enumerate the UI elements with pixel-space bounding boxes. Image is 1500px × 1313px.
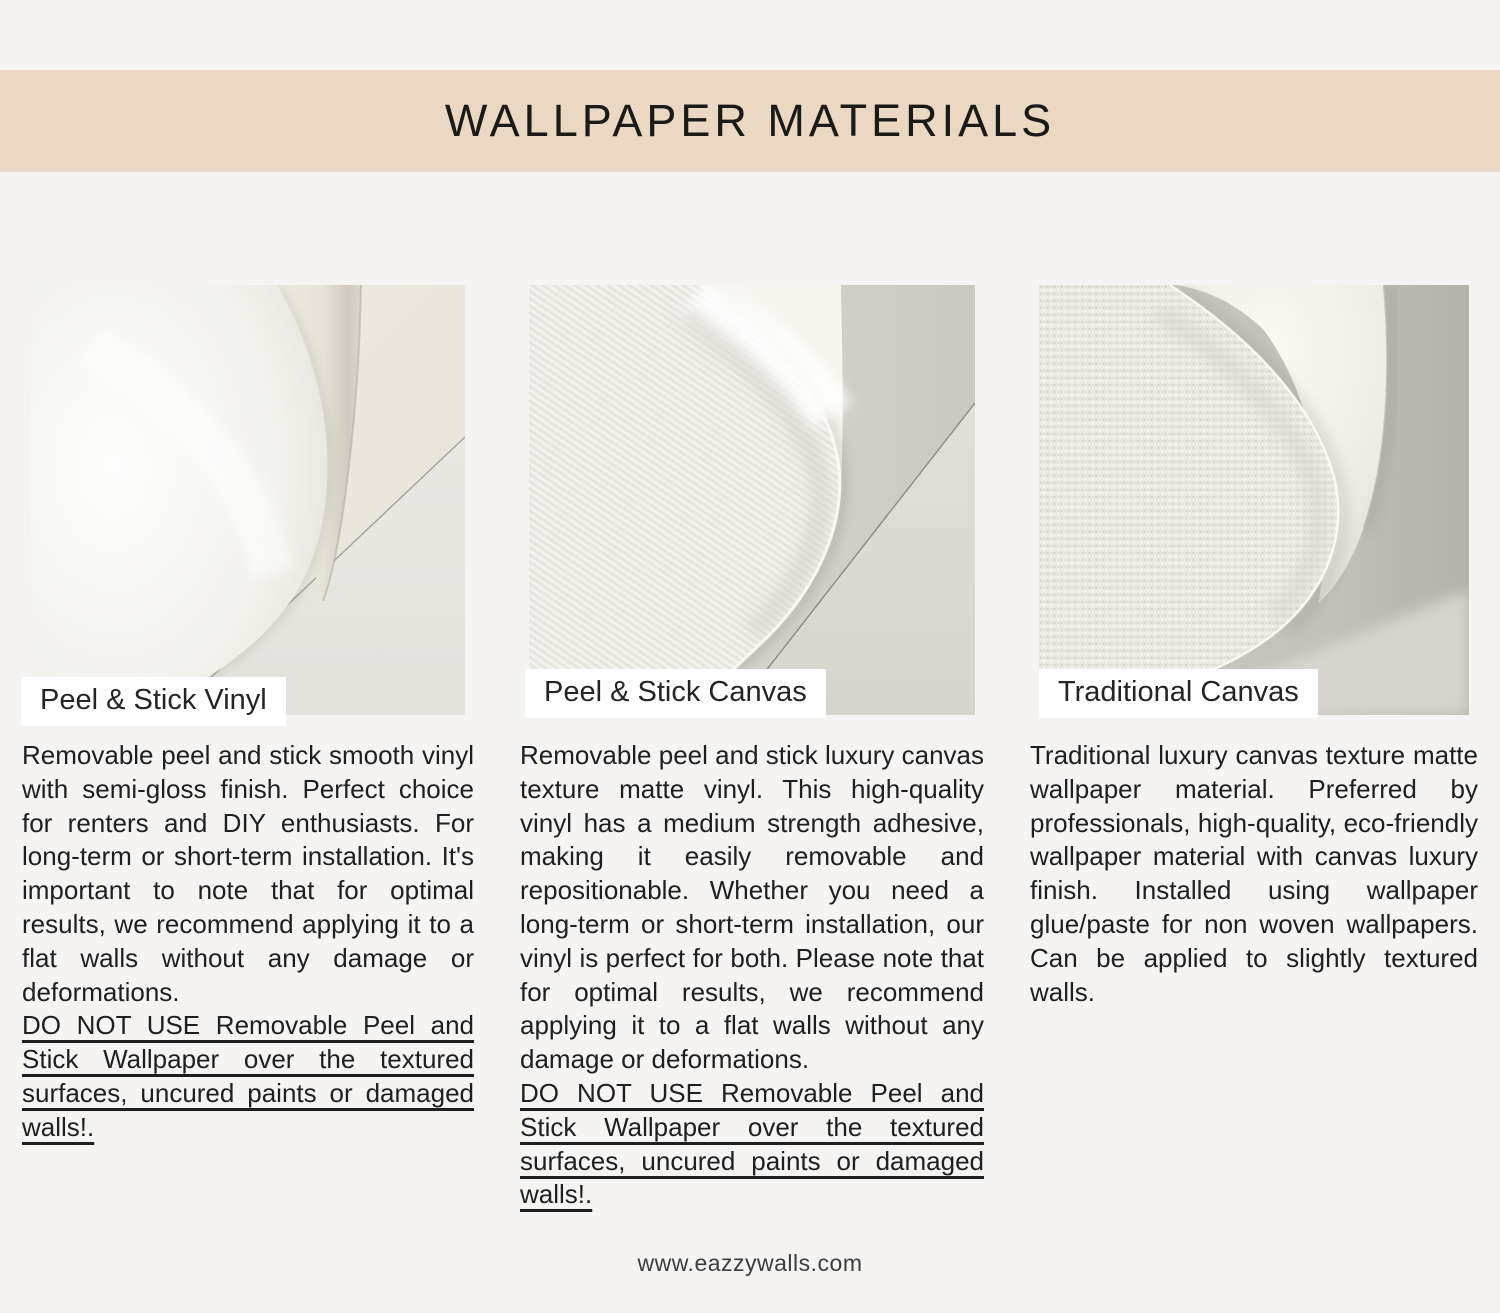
material-label: Peel & Stick Vinyl xyxy=(21,677,286,726)
curled-smooth-vinyl-photo xyxy=(31,285,465,715)
material-label: Peel & Stick Canvas xyxy=(525,669,826,718)
materials-columns xyxy=(22,285,1478,1212)
vinyl-sample-photo xyxy=(31,285,465,715)
material-column-traditional-canvas xyxy=(1030,285,1478,1212)
material-column-peel-stick-canvas xyxy=(520,285,984,1212)
material-description: Removable peel and stick luxury canvas texture matte vinyl. This high-quality vinyl has a medium strength adhesive, making it easily removable and repositionable. Whether you need a long-term or short-term installation, our vinyl is perfect for both. Please note that for optimal results, we recommend applying it to a flat walls without any damage or deformations. xyxy=(520,740,984,1075)
header-band xyxy=(0,70,1500,172)
curled-canvas-vinyl-photo xyxy=(529,285,975,715)
material-column-peel-stick-vinyl xyxy=(22,285,474,1212)
material-description: Removable peel and stick smooth vinyl with semi-gloss finish. Perfect choice for renters and DIY enthusiasts. For long-term or short-term installation. It's important to note that for optimal results, we recommend applying it to a flat walls without any damage or deformations. xyxy=(22,740,474,1007)
material-warning: DO NOT USE Removable Peel and Stick Wallpaper over the textured surfaces, uncured paints or damaged walls!. xyxy=(22,1010,474,1142)
material-warning: DO NOT USE Removable Peel and Stick Wallpaper over the textured surfaces, uncured paints or damaged walls!. xyxy=(520,1077,984,1210)
material-label: Traditional Canvas xyxy=(1039,669,1318,718)
material-description: Traditional luxury canvas texture matte wallpaper material. Preferred by professionals, high-quality, eco-friendly wallpaper material with canvas luxury finish. Installed using wallpaper glue/paste for non woven wallpapers. Can be applied to slightly textured walls. xyxy=(1030,740,1478,1007)
website-url: www.eazzywalls.com xyxy=(637,1250,863,1276)
curled-traditional-canvas-photo xyxy=(1039,285,1469,715)
traditional-canvas-sample-photo xyxy=(1039,285,1469,715)
canvas-sample-photo xyxy=(529,285,975,715)
page-title: WALLPAPER MATERIALS xyxy=(444,95,1056,146)
